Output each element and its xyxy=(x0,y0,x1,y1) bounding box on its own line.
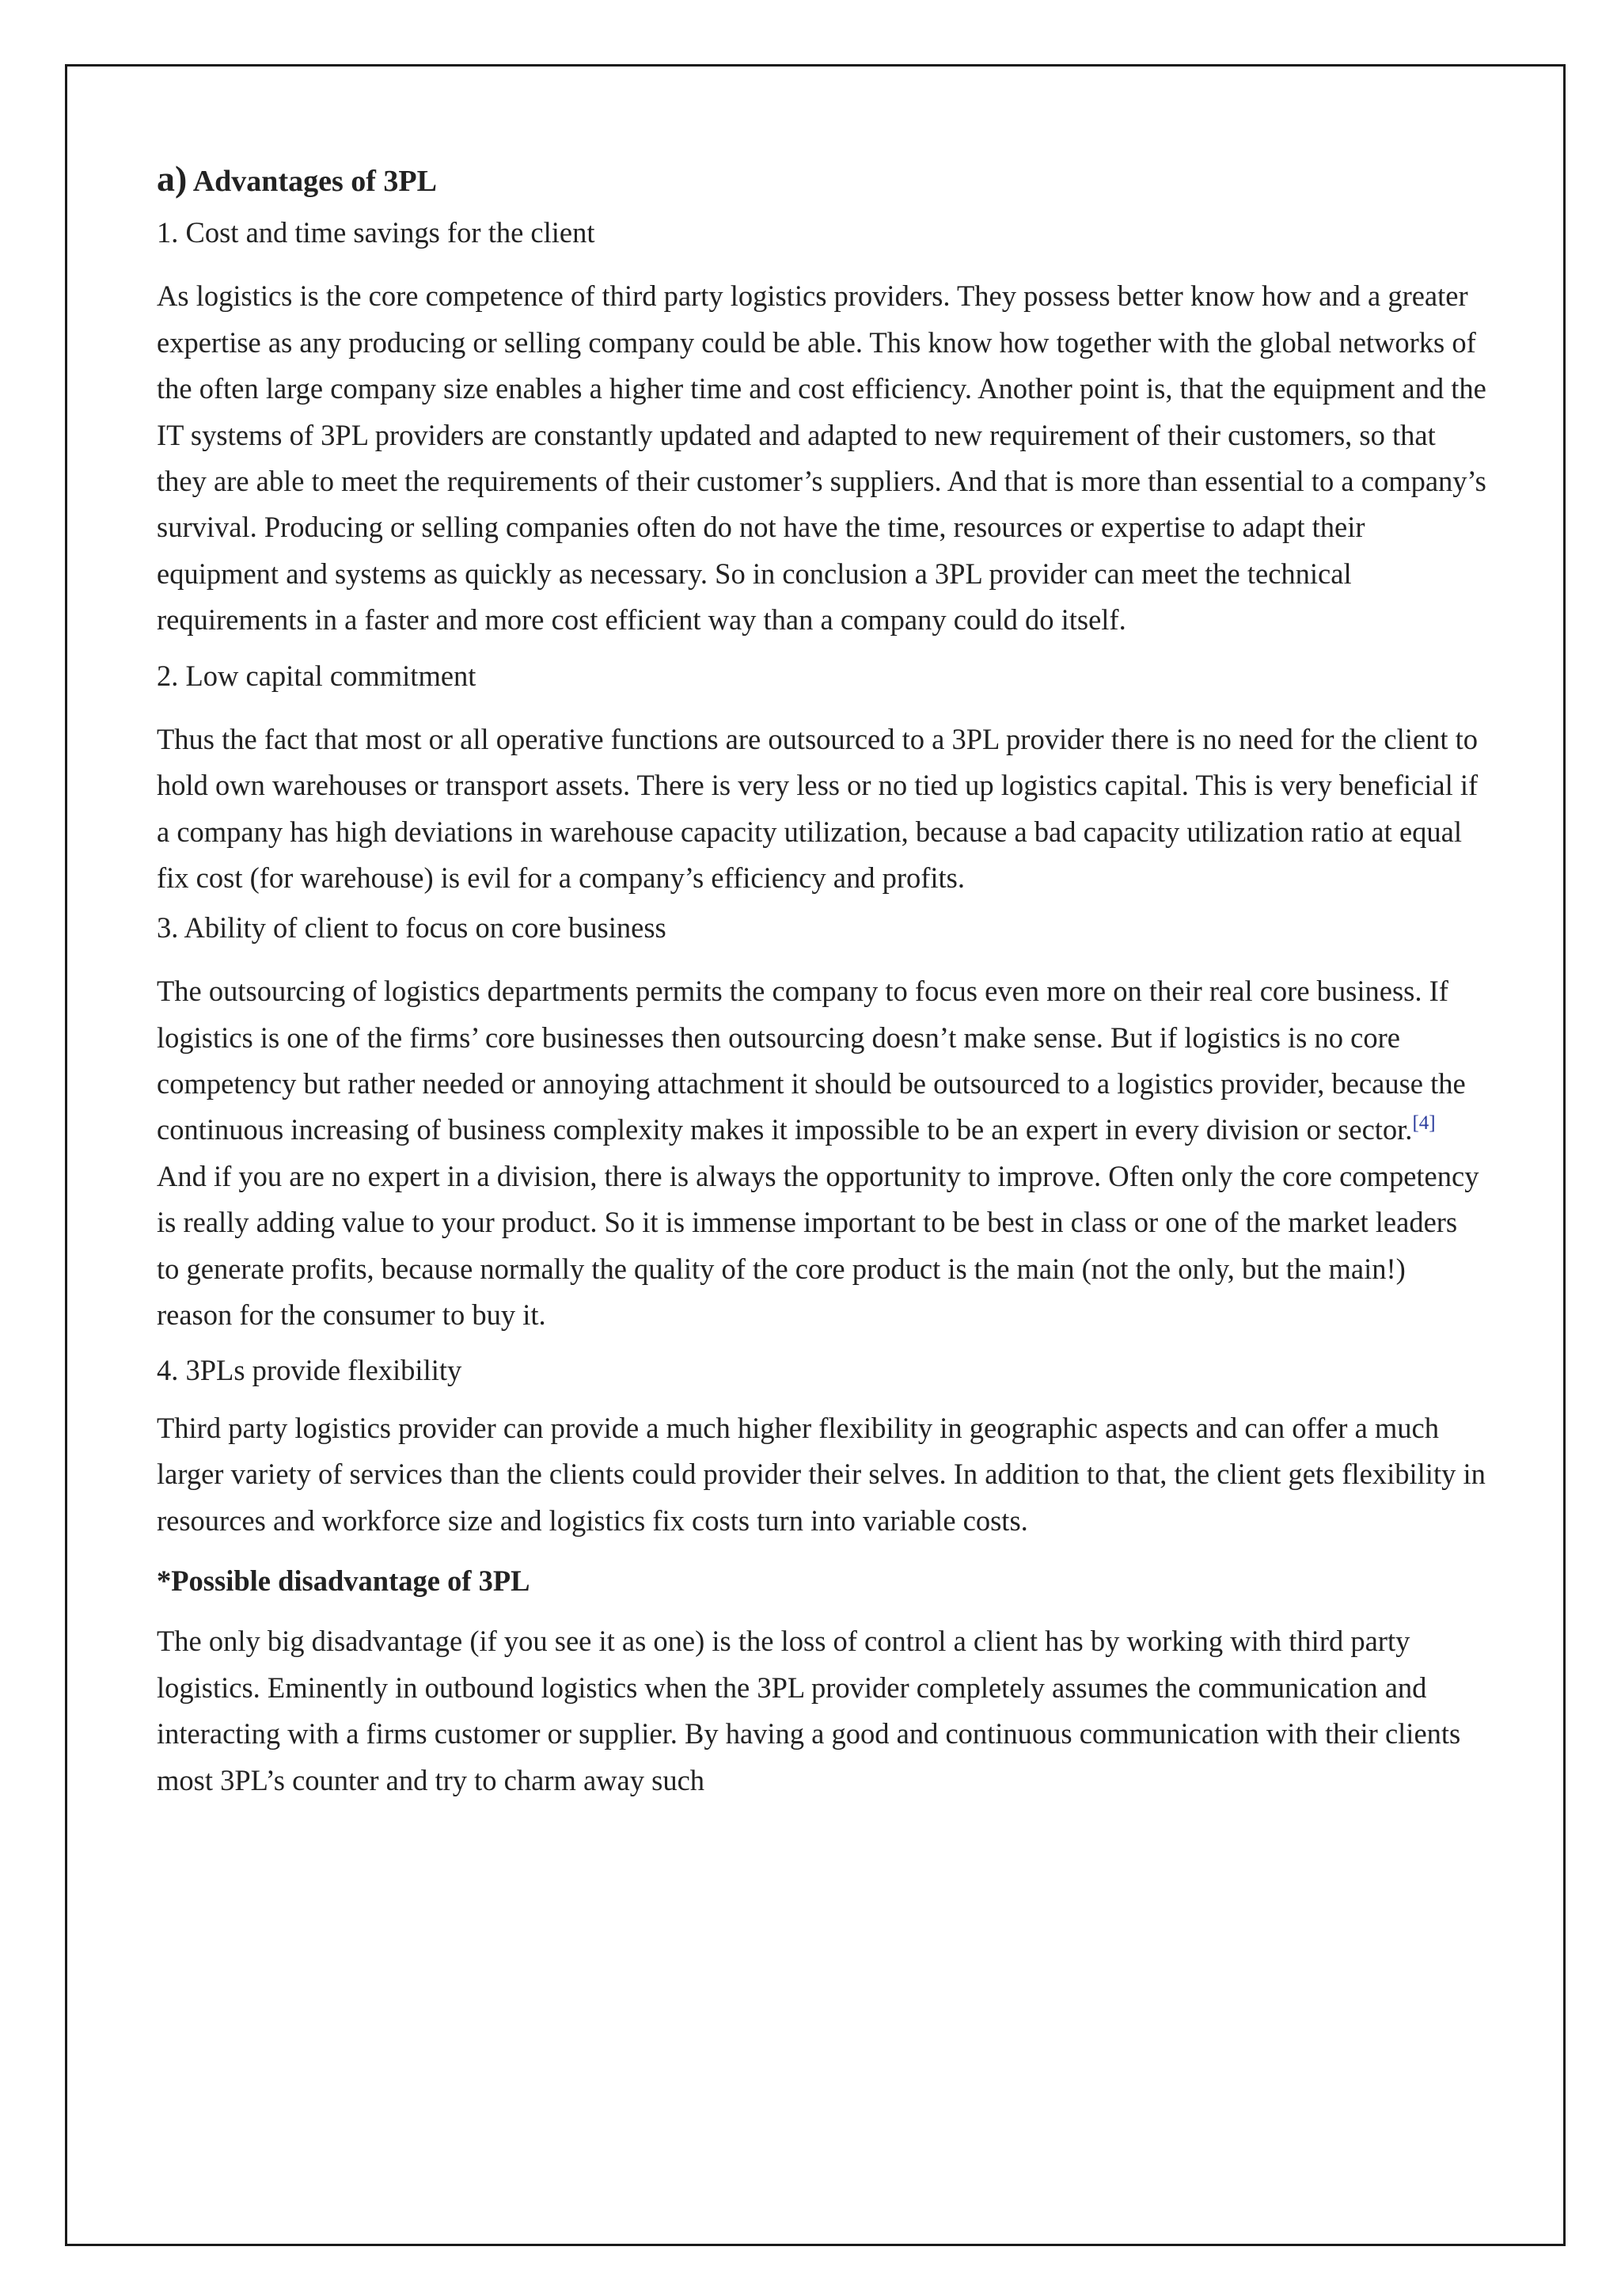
section-3-title: 3. Ability of client to focus on core business xyxy=(157,910,666,944)
document-body xyxy=(157,155,1486,1818)
disadvantage-body: The only big disadvantage (if you see it as one) is the loss of control a client has by working with third party logistics. Eminently in outbound logistics when the 3PL provider completely assumes the communication and interacting with a firms customer or supplier. By having a good and continuous communication with their clients most 3PL’s counter and try to charm away such xyxy=(157,1625,1461,1796)
section-1-title: 1. Cost and time savings for the client xyxy=(157,216,595,249)
heading-text: Advantages of 3PL xyxy=(187,165,437,198)
section-1-body: As logistics is the core competence of third party logistics providers. They possess better know how and a greater expertise as any producing or selling company could be able. This know how together with the global networks of the often large company size enables a higher time and cost efficiency. Another point is, that the equipment and the IT systems of 3PL providers are constantly updated and adapted to new requirement of their customers, so that they are able to meet the requirements of their customer’s suppliers. And that is more than essential to a company’s survival. Producing or selling companies often do not have the time, resources or expertise to adapt their equipment and systems as quickly as necessary. So in conclusion a 3PL provider can meet the technical requirements in a faster and more cost efficient way than a company could do itself. xyxy=(157,279,1486,637)
disadvantage-title: *Possible disadvantage of 3PL xyxy=(157,1564,530,1597)
citation-link[interactable]: [4] xyxy=(1412,1112,1436,1135)
section-2-title: 2. Low capital commitment xyxy=(157,659,476,692)
section-3-body-start: The outsourcing of logistics departments permits the company to focus even more on their real core business. If logistics is one of the firms’ core businesses then outsourcing doesn’t make sense. But if logistics is no core competency but rather needed or annoying attachment it should be outsourced to a logistics provider, because the continuous increasing of business complexity makes it impossible to be an expert in every division or sector. xyxy=(157,975,1466,1146)
section-4-title: 4. 3PLs provide flexibility xyxy=(157,1354,462,1387)
section-3-body xyxy=(157,968,1486,1338)
section-3-body-end: And if you are no expert in a division, there is always the opportunity to improve. Often only the core competency is really adding value to your product. So it is immense important to be best in class or one of the market leaders to generate profits, because normally the quality of the core product is the main (not the only, but the main!) reason for the consumer to buy it. xyxy=(157,1159,1479,1331)
section-heading xyxy=(157,155,1486,205)
section-4-body: Third party logistics provider can provide a much higher flexibility in geographic aspects and can offer a much larger variety of services than the clients could provider their selves. In addition to that, the client gets flexibility in resources and workforce size and logistics fix costs turn into variable costs. xyxy=(157,1411,1486,1537)
section-2-body: Thus the fact that most or all operative functions are outsourced to a 3PL provider there is no need for the client to hold own warehouses or transport assets. There is very less or no tied up logistics capital. This is very beneficial if a company has high deviations in warehouse capacity utilization, because a bad capacity utilization ratio at equal fix cost (for warehouse) is evil for a company’s efficiency and profits. xyxy=(157,723,1479,895)
heading-letter: a) xyxy=(157,158,188,199)
